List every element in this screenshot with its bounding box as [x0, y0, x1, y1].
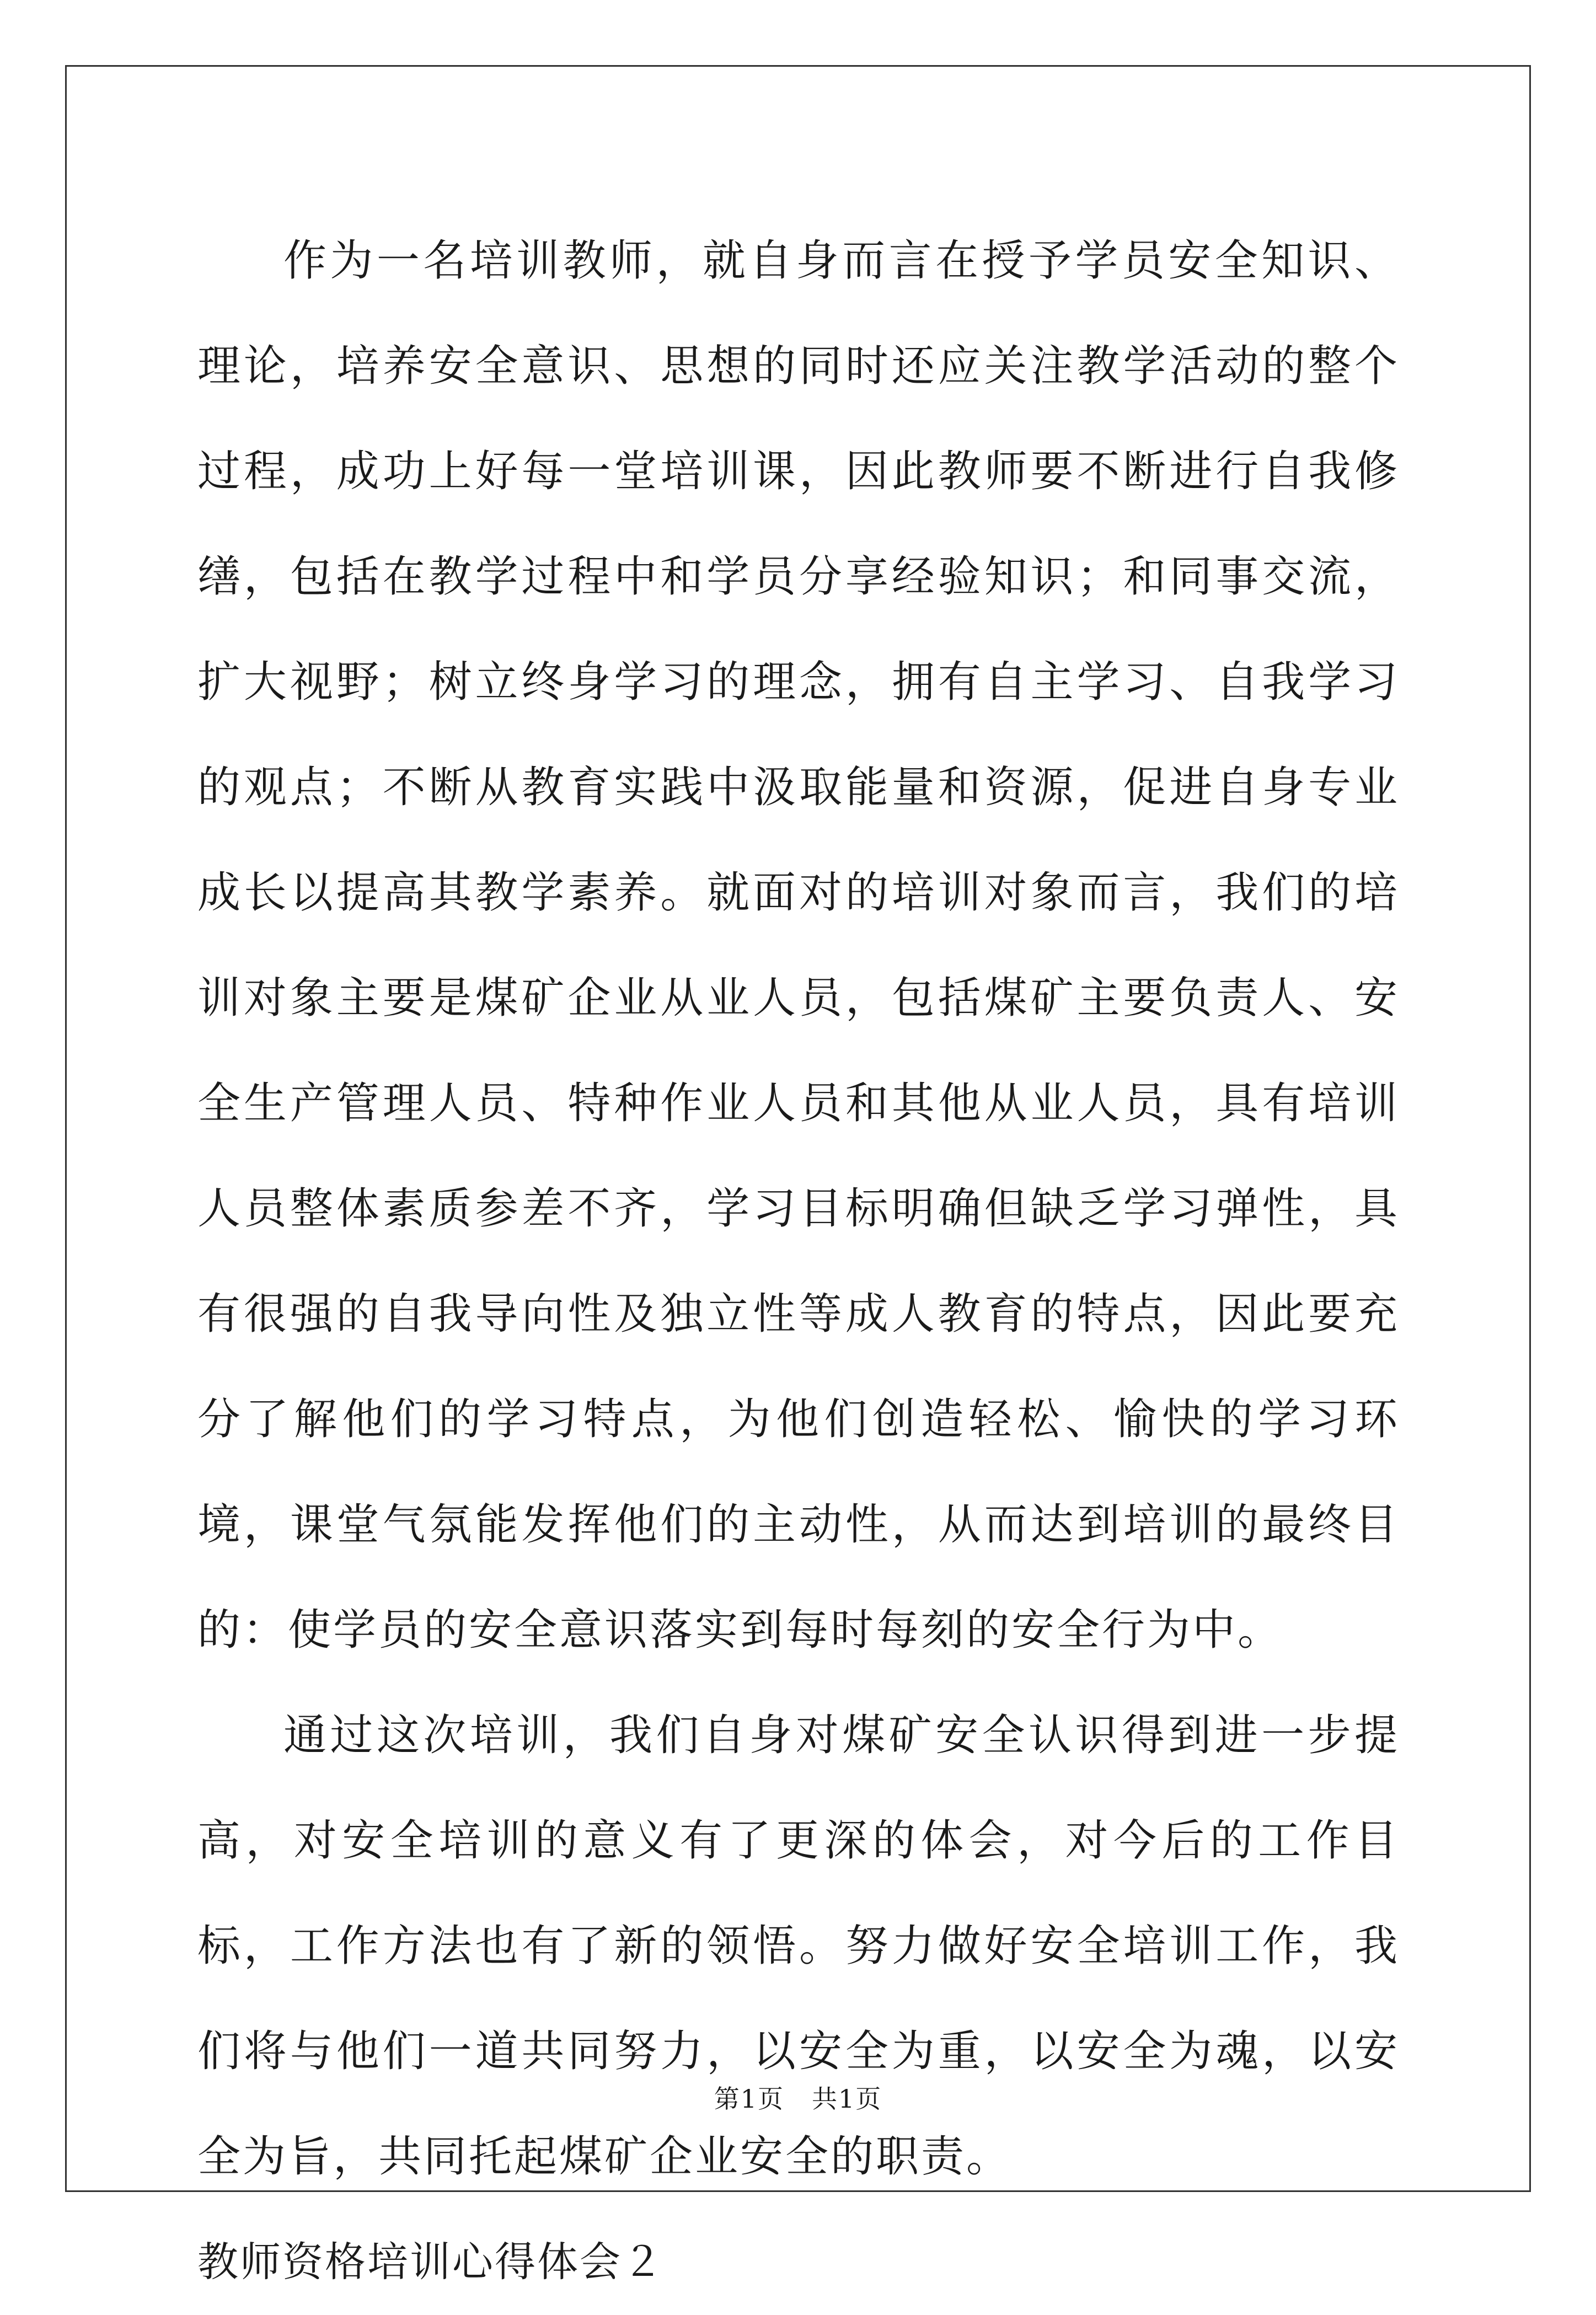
paragraph-2: 通过这次培训，我们自身对煤矿安全认识得到进一步提高，对安全培训的意义有了更深的体会，对今后的工作目标，工作方法也有了新的领悟。努力做好安全培训工作，我们将与他们一道共同努力，以安全为重，以安全为魂，以安全为旨，共同托起煤矿企业安全的职责。: [197, 1711, 1400, 2182]
page-footer: [0, 2079, 1596, 2115]
paragraph-1: 作为一名培训教师，就自身而言在授予学员安全知识、理论，培养安全意识、思想的同时还应关注教学活动的整个过程，成功上好每一堂培训课，因此教师要不断进行自我修缮，包括在教学过程中和学员分享经验知识；和同事交流，扩大视野；树立终身学习的理念，拥有自主学习、自我学习的观点；不断从教育实践中汲取能量和资源，促进自身专业成长以提高其教学素养。就面对的培训对象而言，我们的培训对象主要是煤矿企业从业人员，包括煤矿主要负责人、安全生产管理人员、特种作业人员和其他从业人员，具有培训人员整体素质参差不齐，学习目标明确但缺乏学习弹性，具有很强的自我导向性及独立性等成人教育的特点，因此要充分了解他们的学习特点，为他们创造轻松、愉快的学习环境，课堂气氛能发挥他们的主动性，从而达到培训的最终目的：使学员的安全意识落实到每时每刻的安全行为中。: [197, 236, 1400, 1655]
page-number-total: 共1页: [812, 2084, 882, 2114]
page-number-current: 第1页: [714, 2084, 784, 2114]
document-body: [197, 208, 1400, 2315]
section-heading: 教师资格培训心得体会２: [197, 2238, 665, 2286]
